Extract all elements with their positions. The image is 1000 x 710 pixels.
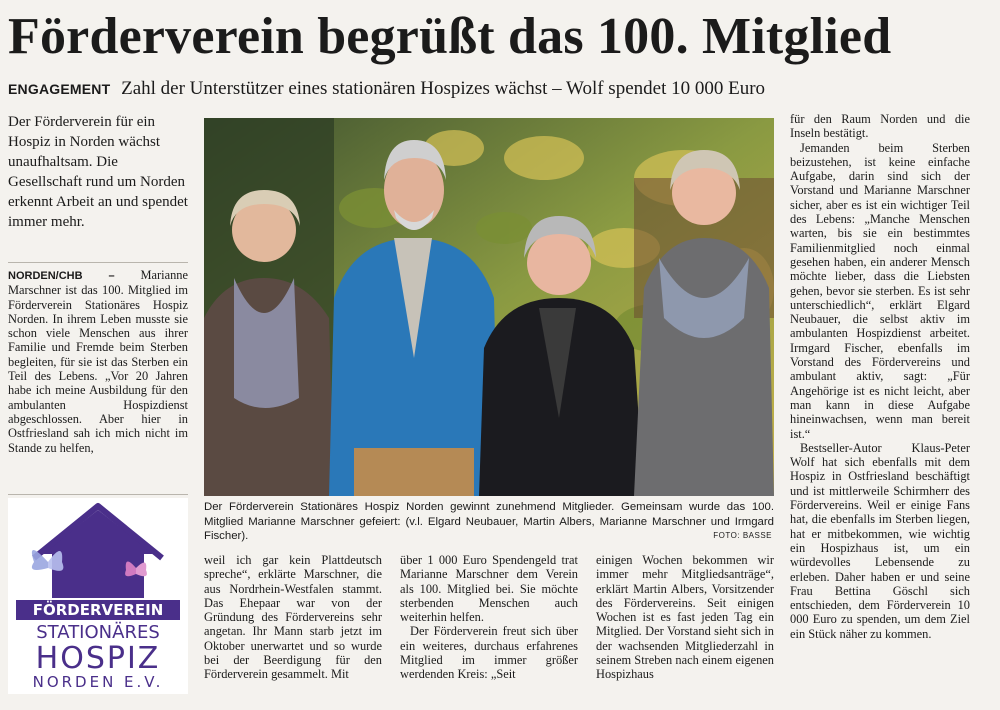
logo-line-stationaeres: STATIONÄRES: [36, 622, 160, 643]
article-column-1: [8, 268, 188, 455]
subheadline: Zahl der Unterstützer eines stationären Hospizes wächst – Wolf spendet 10 000 Euro: [121, 78, 766, 99]
photo-illustration: [204, 118, 774, 496]
col1-paragraph: [8, 268, 188, 455]
lead-divider: [8, 262, 188, 263]
article-column-5: [790, 112, 970, 641]
article-photo: [204, 118, 774, 496]
house-icon: [8, 502, 188, 602]
col4-paragraph: einigen Wochen bekommen wir immer mehr Mitgliedsanträge“, erklärt Martin Albers, Vorsitzender des Fördervereins. Seit einigen Wochen ist es fast jeden Tag ein Mitglied. Der Vorstand sieht sich in der wachsenden Mitgliederzahl in seinem Streben nach einem eigenen Hospizhaus: [596, 553, 774, 682]
logo-line-foerderverein: FÖRDERVEREIN: [16, 600, 180, 620]
col2-paragraph: weil ich gar kein Plattdeutsch spreche“, erklärte Marschner, die aus Nordrhein-Westfalen stammt. Das Ehepaar war von der Gründung des Fördervereins sehr angetan. Ihr Mann starb jetzt im Oktober unerwartet und so wurde bei der Beerdigung für den Förderverein gesammelt. Mit: [204, 553, 382, 682]
col3-paragraph: Der Förderverein freut sich über ein weiteres, durchaus erfahrenes Mitglied im immer größer werdenden Kreis: „Seit: [400, 624, 578, 682]
kicker: [8, 77, 992, 101]
author-tag: /CHB –: [55, 270, 115, 282]
col5-paragraph: Bestseller-Autor Klaus-Peter Wolf hat sich ebenfalls mit dem Hospiz in Ostfriesland beschäftigt und ist mittlerweile Schirmherr des Fördervereins. Weil er einige Fans hat, die ebenfalls im Sterben liegen, hat er mitbekommen, wie wichtig ein Hospizhaus ist, um ein würdevolles Lebensende zu erleben. Daher haben er und seine Frau Bettina Göschl sich entschieden, dem Förderverein 10 000 Euro zu spenden, um dem Ziel ein Stück näher zu kommen.: [790, 440, 970, 641]
logo-hospiz-norden: [8, 498, 188, 694]
photo-caption: Der Förderverein Stationäres Hospiz Norden gewinnt zunehmend Mitglieder. Gemeinsam wurde das 100. Mitglied Marianne Marschner gefeiert: (v.l. Elgard Neubauer, Martin Albers, Marianne Marschner und Irmgard Fischer).: [204, 501, 774, 542]
col1-text: Marianne Marschner ist das 100. Mitglied im Förderverein Stationäres Hospiz Norden. In ihrem Leben musste sie schon viele Menschen aus ihrer Familie und Fremde beim Sterben begleiten, für sie ist das Sterben ein Teil des Lebens. „Vor 20 Jahren habe ich meine Ausbildung für den ambulanten Hospizdienst abgeschlossen. Aber hier in Ostfriesland sah ich mich nicht im Stande zu helfen,: [8, 268, 188, 455]
article-column-3: [400, 553, 578, 682]
col3-paragraph: über 1 000 Euro Spendengeld trat Marianne Marschner dem Verein als 100. Mitglied bei. Sie möchte sterbenden Menschen auch weiterhin helfen.: [400, 553, 578, 625]
lead-paragraph: Der Förderverein für ein Hospiz in Norden wächst unaufhaltsam. Die Gesellschaft rund um Norden erkennt Arbeit an und spendet immer mehr.: [8, 114, 188, 230]
article-column-4: [596, 553, 774, 682]
logo-line-hospiz: HOSPIZ: [35, 641, 161, 676]
col5-paragraph: für den Raum Norden und die Inseln bestätigt.: [790, 112, 970, 141]
logo-divider: [8, 494, 188, 495]
kicker-label: ENGAGEMENT: [8, 81, 111, 97]
dateline: NORDEN: [8, 270, 56, 282]
headline: Förderverein begrüßt das 100. Mitglied: [8, 8, 892, 65]
article-column-2: [204, 553, 382, 682]
photo-credit: FOTO: BASSE: [713, 531, 772, 540]
logo-line-norden: NORDEN E.V.: [32, 673, 164, 691]
col5-paragraph: Jemanden beim Sterben beizustehen, ist keine einfache Aufgabe, darin sind sich der Vorstand und Marianne Marschner sicher, aber es ist ein wichtiger Teil des Lebens: „Manche Menschen warten, bis sie ein bestimmtes Familienmitglied noch einmal gesehen haben, ein anderer Mensch möchte lieber, dass die Liebsten gehen, bevor sie sterben. Es ist sehr unterschiedlich“, erklärt Elgard Neubauer, die selbst aktiv im ambulanten Hospizdienst arbeitet. Irmgard Fischer, ebenfalls im Vorstand des Fördervereins und ambulant aktiv, sagt: „Für Angehörige ist es nicht leicht, aber man kann in diese Aufgabe hineinwachsen, wenn man bereit ist.“: [790, 140, 970, 441]
